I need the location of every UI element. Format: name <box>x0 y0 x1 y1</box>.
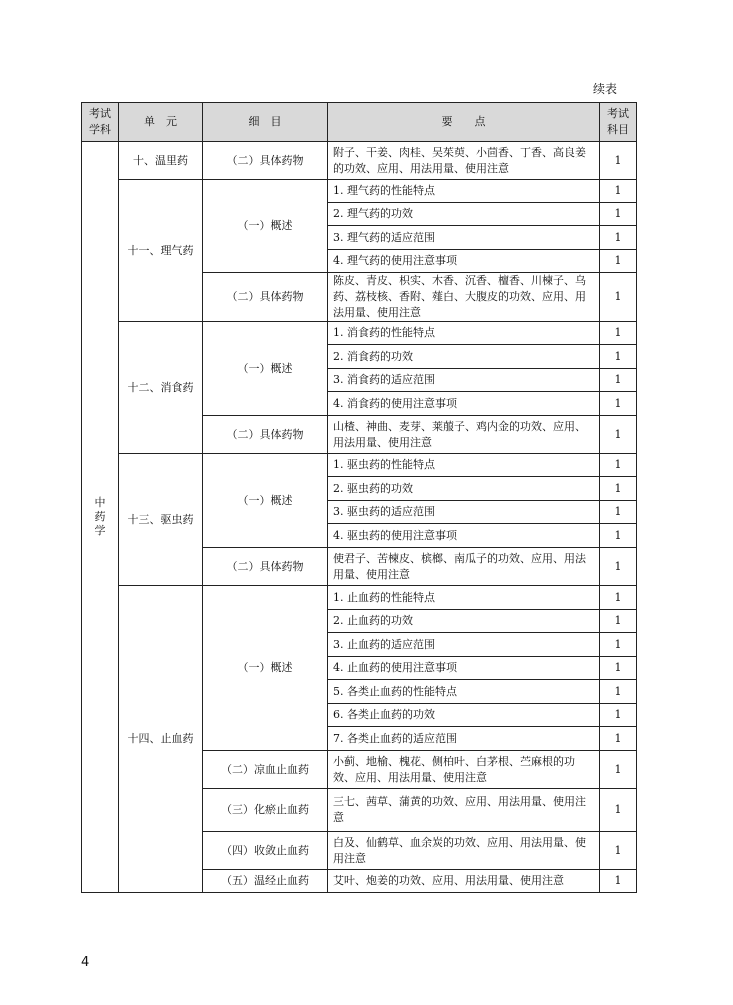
frequency-cell: 1 <box>600 392 637 416</box>
unit-cell: 十、温里药 <box>119 142 203 180</box>
point-cell: 7. 各类止血药的适应范围 <box>328 727 600 751</box>
detail-cell: （二）具体药物 <box>203 142 328 180</box>
page-number: 4 <box>81 955 90 970</box>
frequency-cell: 1 <box>600 180 637 203</box>
frequency-cell: 1 <box>600 501 637 524</box>
point-cell: 1. 理气药的性能特点 <box>328 180 600 203</box>
point-cell: 4. 驱虫药的使用注意事项 <box>328 524 600 548</box>
frequency-cell: 1 <box>600 657 637 680</box>
point-cell: 陈皮、青皮、枳实、木香、沉香、檀香、川楝子、乌药、荔枝核、香附、薤白、大腹皮的功效、应用、用法用量、使用注意 <box>328 273 600 322</box>
table-row <box>82 322 637 345</box>
frequency-cell: 1 <box>600 345 637 369</box>
frequency-cell: 1 <box>600 454 637 477</box>
point-cell: 3. 止血药的适应范围 <box>328 633 600 657</box>
point-cell: 2. 消食药的功效 <box>328 345 600 369</box>
frequency-cell: 1 <box>600 226 637 250</box>
frequency-cell: 1 <box>600 477 637 501</box>
frequency-cell: 1 <box>600 704 637 727</box>
frequency-cell: 1 <box>600 586 637 610</box>
detail-cell: （一）概述 <box>203 322 328 416</box>
header-row <box>82 103 637 142</box>
detail-cell: （四）收敛止血药 <box>203 832 328 870</box>
subject-cell <box>82 142 119 893</box>
table-row <box>82 180 637 203</box>
point-cell: 3. 理气药的适应范围 <box>328 226 600 250</box>
frequency-cell: 1 <box>600 250 637 273</box>
continued-label: 续表 <box>593 82 618 96</box>
header-subject: 考试学科 <box>82 103 119 142</box>
point-cell: 白及、仙鹤草、血余炭的功效、应用、用法用量、使用注意 <box>328 832 600 870</box>
frequency-cell: 1 <box>600 870 637 893</box>
detail-cell: （二）凉血止血药 <box>203 751 328 789</box>
frequency-cell: 1 <box>600 789 637 832</box>
syllabus-table <box>81 102 637 893</box>
detail-cell: （二）具体药物 <box>203 273 328 322</box>
frequency-cell: 1 <box>600 548 637 586</box>
point-cell: 2. 理气药的功效 <box>328 203 600 226</box>
point-cell: 6. 各类止血药的功效 <box>328 704 600 727</box>
point-cell: 山楂、神曲、麦芽、莱菔子、鸡内金的功效、应用、用法用量、使用注意 <box>328 416 600 454</box>
frequency-cell: 1 <box>600 273 637 322</box>
subject-label: 中药学 <box>94 495 106 537</box>
point-cell: 3. 驱虫药的适应范围 <box>328 501 600 524</box>
frequency-cell: 1 <box>600 633 637 657</box>
point-cell: 5. 各类止血药的性能特点 <box>328 680 600 704</box>
point-cell: 1. 止血药的性能特点 <box>328 586 600 610</box>
frequency-cell: 1 <box>600 369 637 392</box>
detail-cell: （二）具体药物 <box>203 548 328 586</box>
detail-cell: （一）概述 <box>203 586 328 751</box>
point-cell: 4. 止血药的使用注意事项 <box>328 657 600 680</box>
frequency-cell: 1 <box>600 610 637 633</box>
point-cell: 艾叶、炮姜的功效、应用、用法用量、使用注意 <box>328 870 600 893</box>
frequency-cell: 1 <box>600 727 637 751</box>
detail-cell: （一）概述 <box>203 180 328 273</box>
header-frequency: 考试科目 <box>600 103 637 142</box>
header-points: 要 点 <box>328 103 600 142</box>
point-cell: 1. 消食药的性能特点 <box>328 322 600 345</box>
unit-cell: 十二、消食药 <box>119 322 203 454</box>
point-cell: 小蓟、地榆、槐花、侧柏叶、白茅根、苎麻根的功效、应用、用法用量、使用注意 <box>328 751 600 789</box>
point-cell: 1. 驱虫药的性能特点 <box>328 454 600 477</box>
frequency-cell: 1 <box>600 416 637 454</box>
point-cell: 3. 消食药的适应范围 <box>328 369 600 392</box>
frequency-cell: 1 <box>600 142 637 180</box>
point-cell: 4. 理气药的使用注意事项 <box>328 250 600 273</box>
frequency-cell: 1 <box>600 680 637 704</box>
point-cell: 三七、茜草、蒲黄的功效、应用、用法用量、使用注意 <box>328 789 600 832</box>
table-row <box>82 454 637 477</box>
point-cell: 使君子、苦楝皮、槟榔、南瓜子的功效、应用、用法用量、使用注意 <box>328 548 600 586</box>
header-unit: 单 元 <box>119 103 203 142</box>
point-cell: 4. 消食药的使用注意事项 <box>328 392 600 416</box>
point-cell: 2. 止血药的功效 <box>328 610 600 633</box>
unit-cell: 十四、止血药 <box>119 586 203 893</box>
detail-cell: （一）概述 <box>203 454 328 548</box>
point-cell: 附子、干姜、肉桂、吴茱萸、小茴香、丁香、高良姜的功效、应用、用法用量、使用注意 <box>328 142 600 180</box>
frequency-cell: 1 <box>600 832 637 870</box>
detail-cell: （二）具体药物 <box>203 416 328 454</box>
unit-cell: 十一、理气药 <box>119 180 203 322</box>
detail-cell: （三）化瘀止血药 <box>203 789 328 832</box>
point-cell: 2. 驱虫药的功效 <box>328 477 600 501</box>
frequency-cell: 1 <box>600 203 637 226</box>
frequency-cell: 1 <box>600 524 637 548</box>
table-row <box>82 142 637 180</box>
detail-cell: （五）温经止血药 <box>203 870 328 893</box>
unit-cell: 十三、驱虫药 <box>119 454 203 586</box>
table-row <box>82 586 637 610</box>
frequency-cell: 1 <box>600 322 637 345</box>
header-detail: 细 目 <box>203 103 328 142</box>
frequency-cell: 1 <box>600 751 637 789</box>
